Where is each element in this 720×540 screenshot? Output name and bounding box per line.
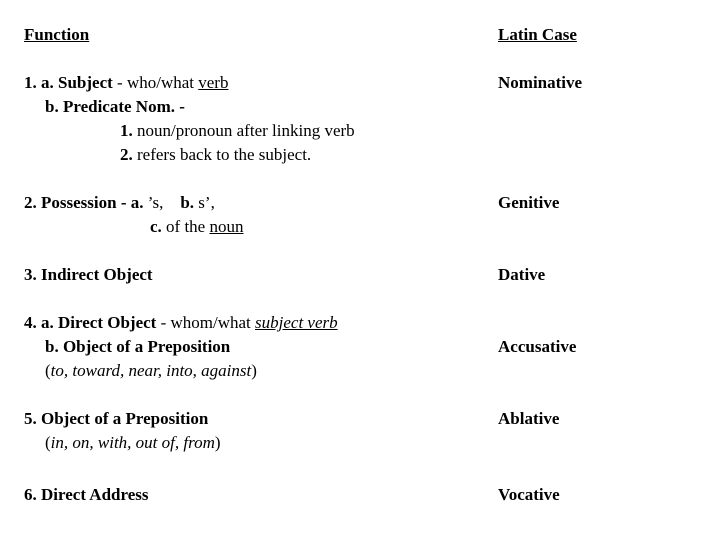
row-nominative-line1: [24, 73, 228, 93]
row-genitive-line1: [24, 193, 215, 213]
line4-num: 2.: [120, 145, 133, 164]
subject-verb: verb: [198, 73, 229, 92]
case-accusative: Accusative: [498, 337, 577, 356]
ablative-prepositions: in, on, with, out of, from: [50, 433, 215, 452]
row-nominative-line4: [120, 145, 311, 165]
line4-text: refers back to the subject.: [132, 145, 312, 164]
paren-close: ): [214, 433, 221, 452]
header-function: Function: [24, 25, 90, 44]
subject-desc: - who/what: [112, 73, 199, 92]
paren-close: ): [251, 361, 257, 380]
row-accusative-line3: [45, 361, 257, 381]
accusative-prepositions: to, toward, near, into, against: [50, 361, 252, 380]
possession-a: ’s,: [143, 193, 181, 212]
header-latin-case: Latin Case: [498, 25, 577, 44]
paren-open: (: [45, 361, 51, 380]
row-accusative-line2: b. Object of a Preposition: [45, 337, 231, 356]
direct-object-label: 4. a. Direct Object: [24, 313, 157, 332]
row-genitive-line2: [150, 217, 243, 237]
case-nominative: Nominative: [498, 73, 583, 92]
row-vocative-line1: 6. Direct Address: [24, 485, 149, 504]
case-genitive: Genitive: [498, 193, 560, 212]
case-vocative: Vocative: [498, 485, 560, 504]
possession-label: 2. Possession - a.: [24, 193, 144, 212]
possession-c: of the: [161, 217, 210, 236]
row-ablative-line2: [45, 433, 221, 453]
direct-object-desc: - whom/what: [156, 313, 256, 332]
line3-num: 1.: [120, 121, 133, 140]
line3-text: noun/pronoun after linking verb: [132, 121, 355, 140]
case-dative: Dative: [498, 265, 546, 284]
row-nominative-line2: b. Predicate Nom. -: [45, 97, 185, 116]
row-nominative-line3: [120, 121, 355, 141]
row-accusative-line1: [24, 313, 338, 333]
paren-open: (: [45, 433, 51, 452]
possession-b: s’,: [194, 193, 215, 212]
possession-c-label: c.: [150, 217, 162, 236]
row-ablative-line1: 5. Object of a Preposition: [24, 409, 209, 428]
possession-noun: noun: [209, 217, 244, 236]
subject-label: 1. a. Subject: [24, 73, 113, 92]
row-dative-line1: 3. Indirect Object: [24, 265, 153, 284]
possession-b-label: b.: [180, 193, 195, 212]
case-ablative: Ablative: [498, 409, 560, 428]
direct-object-subject-verb: subject verb: [255, 313, 338, 332]
